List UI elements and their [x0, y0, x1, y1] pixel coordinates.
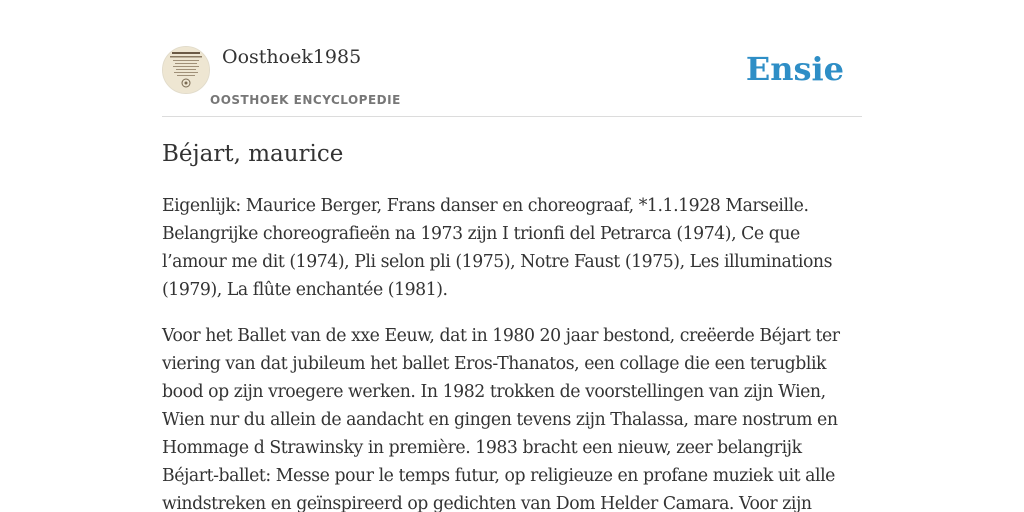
paragraph-line: l’amour me dit (1974), Pli selon pli (1975), Notre Faust (1975), Les illuminations	[162, 252, 833, 272]
paragraph-line: windstreken en geïnspireerd op gedichten van Dom Helder Camara. Voor zijn	[162, 494, 812, 512]
paragraph-line: Béjart-ballet: Messe pour le temps futur, op religieuze en profane muziek uit alle	[162, 466, 835, 486]
brand-logo[interactable]: Ensie	[745, 50, 844, 88]
avatar[interactable]	[162, 46, 210, 94]
paragraph-line: viering van dat jubileum het ballet Eros-Thanatos, een collage die een terugblik	[162, 354, 827, 374]
article-paragraph	[162, 192, 862, 304]
source-label: OOSTHOEK ENCYCLOPEDIE	[210, 93, 401, 107]
paragraph-line: Hommage d Strawinsky in première. 1983 bracht een nieuw, zeer belangrijk	[162, 438, 802, 458]
paragraph-line: Wien nur du allein de aandacht en gingen tevens zijn Thalassa, mare nostrum en	[162, 410, 838, 430]
paragraph-line: Voor het Ballet van de xxe Eeuw, dat in 1980 20 jaar bestond, creëerde Béjart ter	[162, 326, 840, 346]
article-paragraph	[162, 322, 862, 512]
header	[162, 44, 862, 117]
article-body	[162, 192, 862, 512]
paragraph-line: Belangrijke choreografieën na 1973 zijn I trionfi del Petrarca (1974), Ce que	[162, 224, 800, 244]
encyclopedia-title-page-icon	[163, 47, 209, 93]
paragraph-line: Eigenlijk: Maurice Berger, Frans danser en choreograaf, *1.1.1928 Marseille.	[162, 196, 809, 216]
article-title: Béjart, maurice	[162, 141, 344, 167]
paragraph-line: bood op zijn vroegere werken. In 1982 trokken de voorstellingen van zijn Wien,	[162, 382, 826, 402]
username-link[interactable]: Oosthoek1985	[222, 46, 362, 68]
paragraph-line: (1979), La flûte enchantée (1981).	[162, 280, 448, 300]
